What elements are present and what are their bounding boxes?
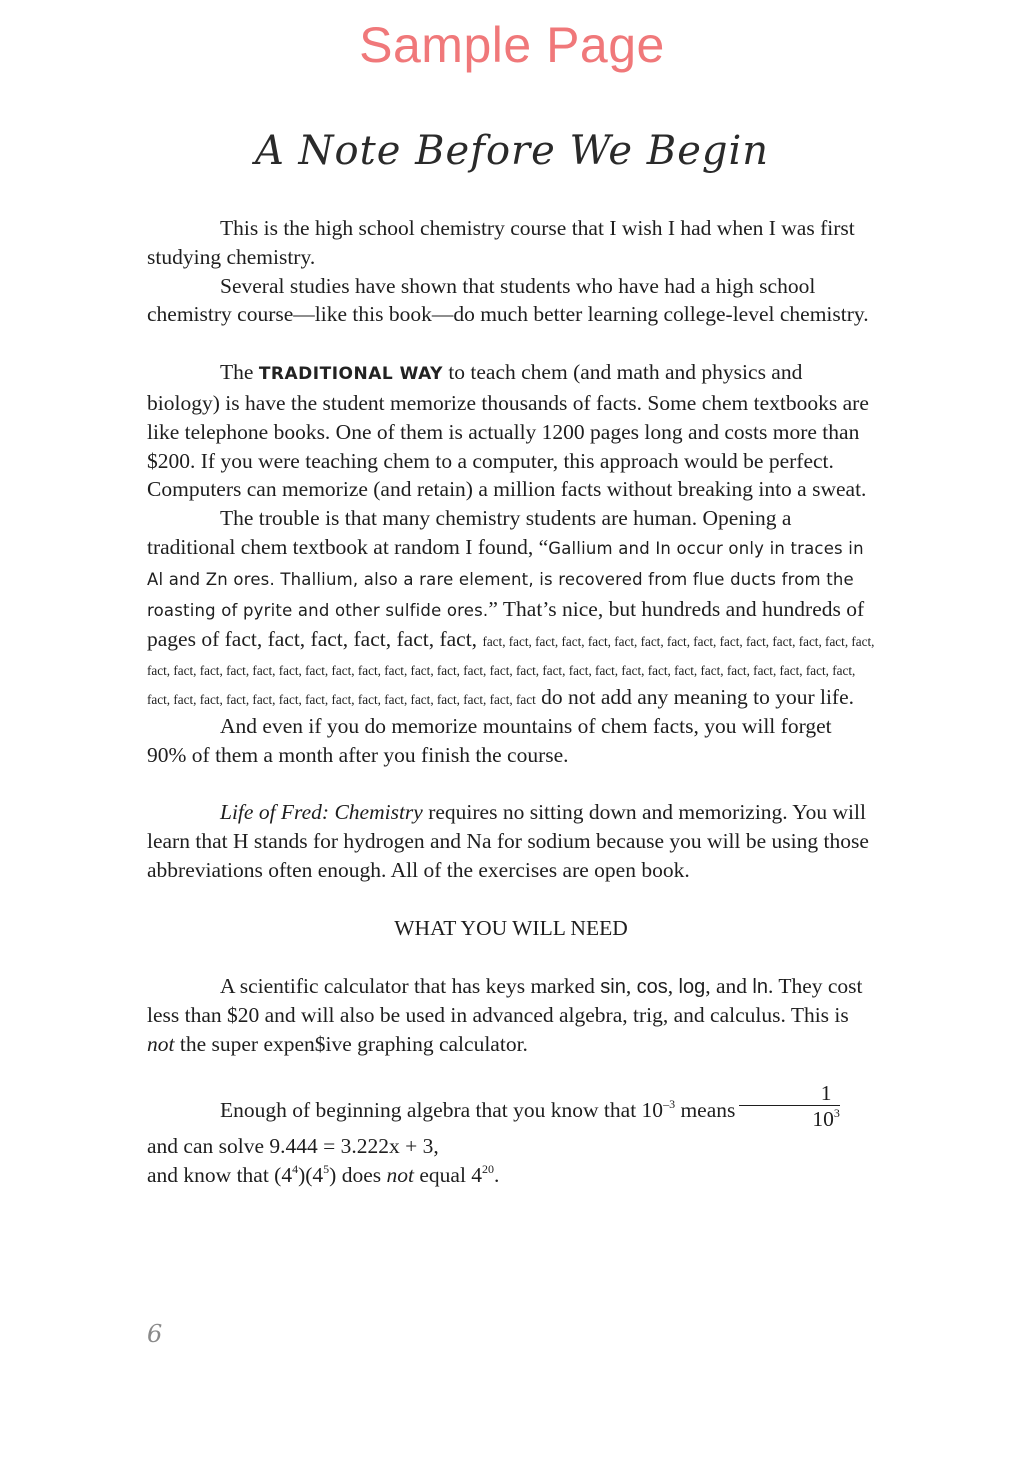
text-segment: requires no sitting down and memorizing. You will learn that H stands for hydrogen and Na for sodium because you will be using those abbreviations often enough. All of the exercises are open book. xyxy=(147,800,869,882)
paragraph-forget: And even if you do memorize mountains of chem facts, you will forget 90% of them a month after you finish the course. xyxy=(147,713,832,767)
textbook-quote: Gallium and In occur only in traces in Al and Zn ores. Thallium, also a rare element, is recovered from flue ducts from the roasting of pyrite and other sulfide ores. xyxy=(147,538,864,620)
text-segment: The xyxy=(220,360,259,385)
fraction-numerator: 1 xyxy=(739,1082,840,1106)
exponent: –3 xyxy=(663,1096,676,1111)
text-segment: and know that (4 xyxy=(147,1162,293,1187)
text-segment: , xyxy=(667,973,679,998)
chapter-title: A Note Before We Begin xyxy=(254,128,770,174)
paragraph-trouble xyxy=(147,504,875,712)
text-segment: Enough of beginning algebra that you know that 10 xyxy=(220,1097,664,1122)
key-cos: cos xyxy=(636,975,668,998)
paragraph-calculator xyxy=(147,972,875,1059)
traditional-way-highlight: TRADITIONAL WAY xyxy=(258,364,443,385)
emphasis-not: not xyxy=(386,1162,414,1187)
text-segment: equal 4 xyxy=(413,1162,483,1187)
text-segment: do not add any meaning to your life. xyxy=(535,684,854,709)
key-ln: ln xyxy=(752,975,768,998)
text-segment: , xyxy=(625,973,637,998)
exponent: 3 xyxy=(833,1105,840,1120)
text-segment: . xyxy=(494,1162,500,1187)
sample-page-banner: Sample Page xyxy=(359,17,665,73)
text-segment: ” That’s nice, but hundreds and hundreds of pages of fact, fact, fact, fact, fact, fact, xyxy=(147,596,865,652)
book-title: Life of Fred: Chemistry xyxy=(220,800,423,825)
text-segment: , and xyxy=(705,973,753,998)
fraction-denominator xyxy=(739,1106,840,1130)
paragraph-intro: This is the high school chemistry course that I wish I had when I was first studying chemistry. xyxy=(147,216,855,269)
exponent: 4 xyxy=(292,1161,299,1176)
text-segment: ) does xyxy=(329,1162,387,1187)
line-solve: and can solve 9.444 = 3.222x + 3, xyxy=(147,1133,439,1158)
key-log: log xyxy=(678,975,706,998)
text-segment: 10 xyxy=(812,1106,834,1131)
fraction xyxy=(739,1082,840,1130)
paragraph-life-of-fred xyxy=(147,798,875,884)
paragraph-algebra xyxy=(147,1080,875,1136)
text-segment: to teach chem (and math and physics and biology) is have the student memorize thousands of facts. Some chem textbooks are like telephone books. One of them is actually 1200 pages long and costs more than $200. If you were teaching chem to a computer, this approach would be perfect. Computers can memorize (and retain) a million facts without breaking into a sweat. xyxy=(147,360,869,502)
paragraph-traditional-way xyxy=(147,358,875,504)
text-segment: )(4 xyxy=(298,1162,324,1187)
text-segment: A scientific calculator that has keys marked xyxy=(220,973,601,998)
text-segment: . They cost less than $20 and will also be used in advanced algebra, trig, and calculus. This is xyxy=(147,973,863,1028)
section-heading: WHAT YOU WILL NEED xyxy=(394,915,628,940)
text-segment: the super expen$ive graphing calculator. xyxy=(174,1032,528,1057)
line-know-that xyxy=(147,1161,875,1190)
emphasis-not: not xyxy=(147,1032,175,1057)
tiny-facts: fact, fact, fact, fact, fact, fact, fact, fact, fact, fact, fact, fact, fact, fact, fact, fact, fact, fact, fact, fact, fact, fact, fact, fact, fact, fact, fact, fact, fact, fact, fact, fact, fact, fact, fact, fact, fact, fact, fact, fact, fact, fact, fact, fact, fact, fact, fact, fact, fact, fact, fact, fact, fact, fact, fact, fact, fact xyxy=(147,634,875,707)
page-body xyxy=(147,214,875,1190)
key-sin: sin xyxy=(600,975,626,998)
text-segment: means xyxy=(675,1097,736,1122)
exponent: 5 xyxy=(323,1161,330,1176)
exponent: 20 xyxy=(482,1161,495,1176)
text-segment: The trouble is that many chemistry students are human. Opening a traditional chem textbook at random I found, “ xyxy=(147,506,792,559)
paragraph-studies: Several studies have shown that students who have had a high school chemistry course—like this book—do much better learning college-level chemistry. xyxy=(147,273,869,327)
page-number: 6 xyxy=(147,1320,163,1348)
